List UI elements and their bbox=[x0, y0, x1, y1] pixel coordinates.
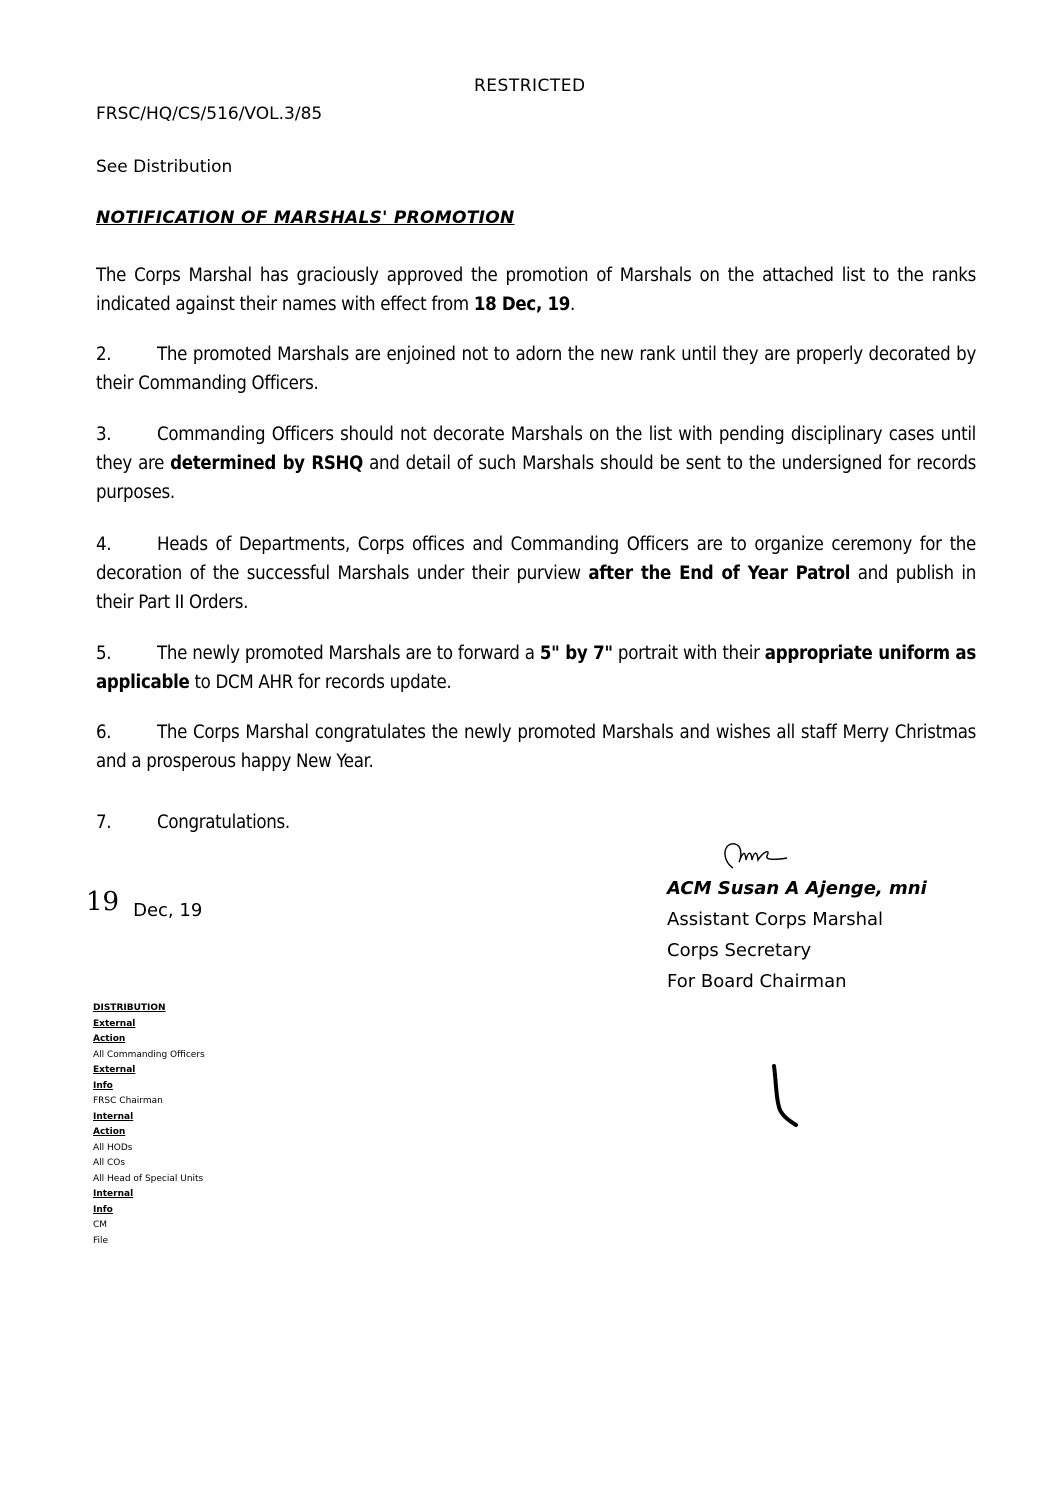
distribution-heading: Action bbox=[93, 1127, 126, 1137]
document-title: NOTIFICATION OF MARSHALS' PROMOTION bbox=[96, 208, 515, 228]
paragraph-text: Congratulations. bbox=[157, 812, 290, 833]
printed-date: Dec, 19 bbox=[133, 900, 203, 921]
distribution-heading: External bbox=[93, 1018, 136, 1029]
distribution-heading: External bbox=[93, 1065, 136, 1075]
paragraph-1 bbox=[96, 261, 976, 319]
distribution-entry: All Commanding Officers bbox=[93, 1049, 205, 1060]
paragraph-text: to DCM AHR for records update. bbox=[189, 672, 452, 693]
distribution-heading: Info bbox=[93, 1204, 113, 1215]
signatory-title: Assistant Corps Marshal bbox=[667, 909, 884, 930]
emphasized-text: 18 Dec, 19 bbox=[473, 294, 571, 315]
emphasized-text: appropriate uniform as applicable bbox=[96, 643, 976, 693]
paragraph-text: The Corps Marshal has graciously approved the promotion of Marshals on the attached list to the ranks indicated against their names with effect from bbox=[96, 265, 976, 315]
emphasized-text: 5" by 7" bbox=[539, 643, 613, 664]
reference-number: FRSC/HQ/CS/516/VOL.3/85 bbox=[96, 104, 323, 124]
signature-block bbox=[667, 873, 927, 997]
paragraph-text: The promoted Marshals are enjoined not to adorn the new rank until they are properly decorated by their Commanding Officers. bbox=[96, 344, 976, 394]
paragraph-2 bbox=[96, 340, 976, 398]
signatory-office: Corps Secretary bbox=[667, 940, 812, 961]
handwritten-mark-icon bbox=[770, 1060, 810, 1130]
distribution-entry: All HODs bbox=[93, 1142, 133, 1153]
paragraph-5 bbox=[96, 639, 976, 697]
addressee: See Distribution bbox=[96, 157, 233, 177]
paragraph-6 bbox=[96, 718, 976, 776]
paragraph-number: 3. bbox=[96, 424, 112, 445]
paragraph-3 bbox=[96, 420, 976, 507]
paragraph-4 bbox=[96, 530, 976, 617]
distribution-entry: FRSC Chairman bbox=[93, 1096, 163, 1106]
distribution-heading: Info bbox=[93, 1080, 113, 1091]
distribution-heading: DISTRIBUTION bbox=[93, 1003, 166, 1013]
paragraph-number: 2. bbox=[96, 344, 112, 365]
distribution-entry: File bbox=[93, 1235, 109, 1246]
paragraph-text: and publish in their Part II Orders. bbox=[96, 563, 976, 613]
paragraph-text: and detail of such Marshals should be sent to the undersigned for records purposes. bbox=[96, 453, 976, 503]
distribution-entry: CM bbox=[93, 1220, 108, 1230]
paragraph-text: Commanding Officers should not decorate Marshals on the list with pending disciplinary cases until they are bbox=[96, 424, 976, 474]
signature-scribble-icon bbox=[715, 838, 805, 878]
paragraph-text: . bbox=[570, 294, 576, 315]
emphasized-text: determined by RSHQ bbox=[170, 453, 364, 474]
paragraph-number: 4. bbox=[96, 534, 112, 555]
signatory-name: ACM Susan A Ajenge, mni bbox=[667, 878, 927, 899]
paragraph-text: Heads of Departments, Corps offices and Commanding Officers are to organize ceremony for the decoration of the successful Marshals under their purview bbox=[96, 534, 976, 584]
handwritten-day: 19 bbox=[86, 887, 120, 917]
paragraph-text: portrait with their bbox=[612, 643, 765, 664]
paragraph-number: 5. bbox=[96, 643, 112, 664]
paragraph-text: The newly promoted Marshals are to forward a bbox=[157, 643, 540, 664]
distribution-heading: Internal bbox=[93, 1111, 134, 1122]
distribution-entry: All COs bbox=[93, 1158, 126, 1168]
distribution-heading: Action bbox=[93, 1034, 126, 1044]
paragraph-text: The Corps Marshal congratulates the newly promoted Marshals and wishes all staff Merry Christmas and a prosperous happy New Year. bbox=[96, 722, 976, 772]
emphasized-text: after the End of Year Patrol bbox=[588, 563, 851, 584]
paragraph-number: 7. bbox=[96, 812, 112, 833]
distribution-heading: Internal bbox=[93, 1189, 134, 1199]
paragraph-7 bbox=[96, 808, 976, 837]
date-line bbox=[86, 887, 203, 923]
signatory-capacity: For Board Chairman bbox=[667, 971, 847, 992]
paragraph-number: 6. bbox=[96, 722, 112, 743]
distribution-list bbox=[93, 1001, 205, 1249]
distribution-entry: All Head of Special Units bbox=[93, 1173, 204, 1184]
classification-label: RESTRICTED bbox=[474, 76, 586, 96]
